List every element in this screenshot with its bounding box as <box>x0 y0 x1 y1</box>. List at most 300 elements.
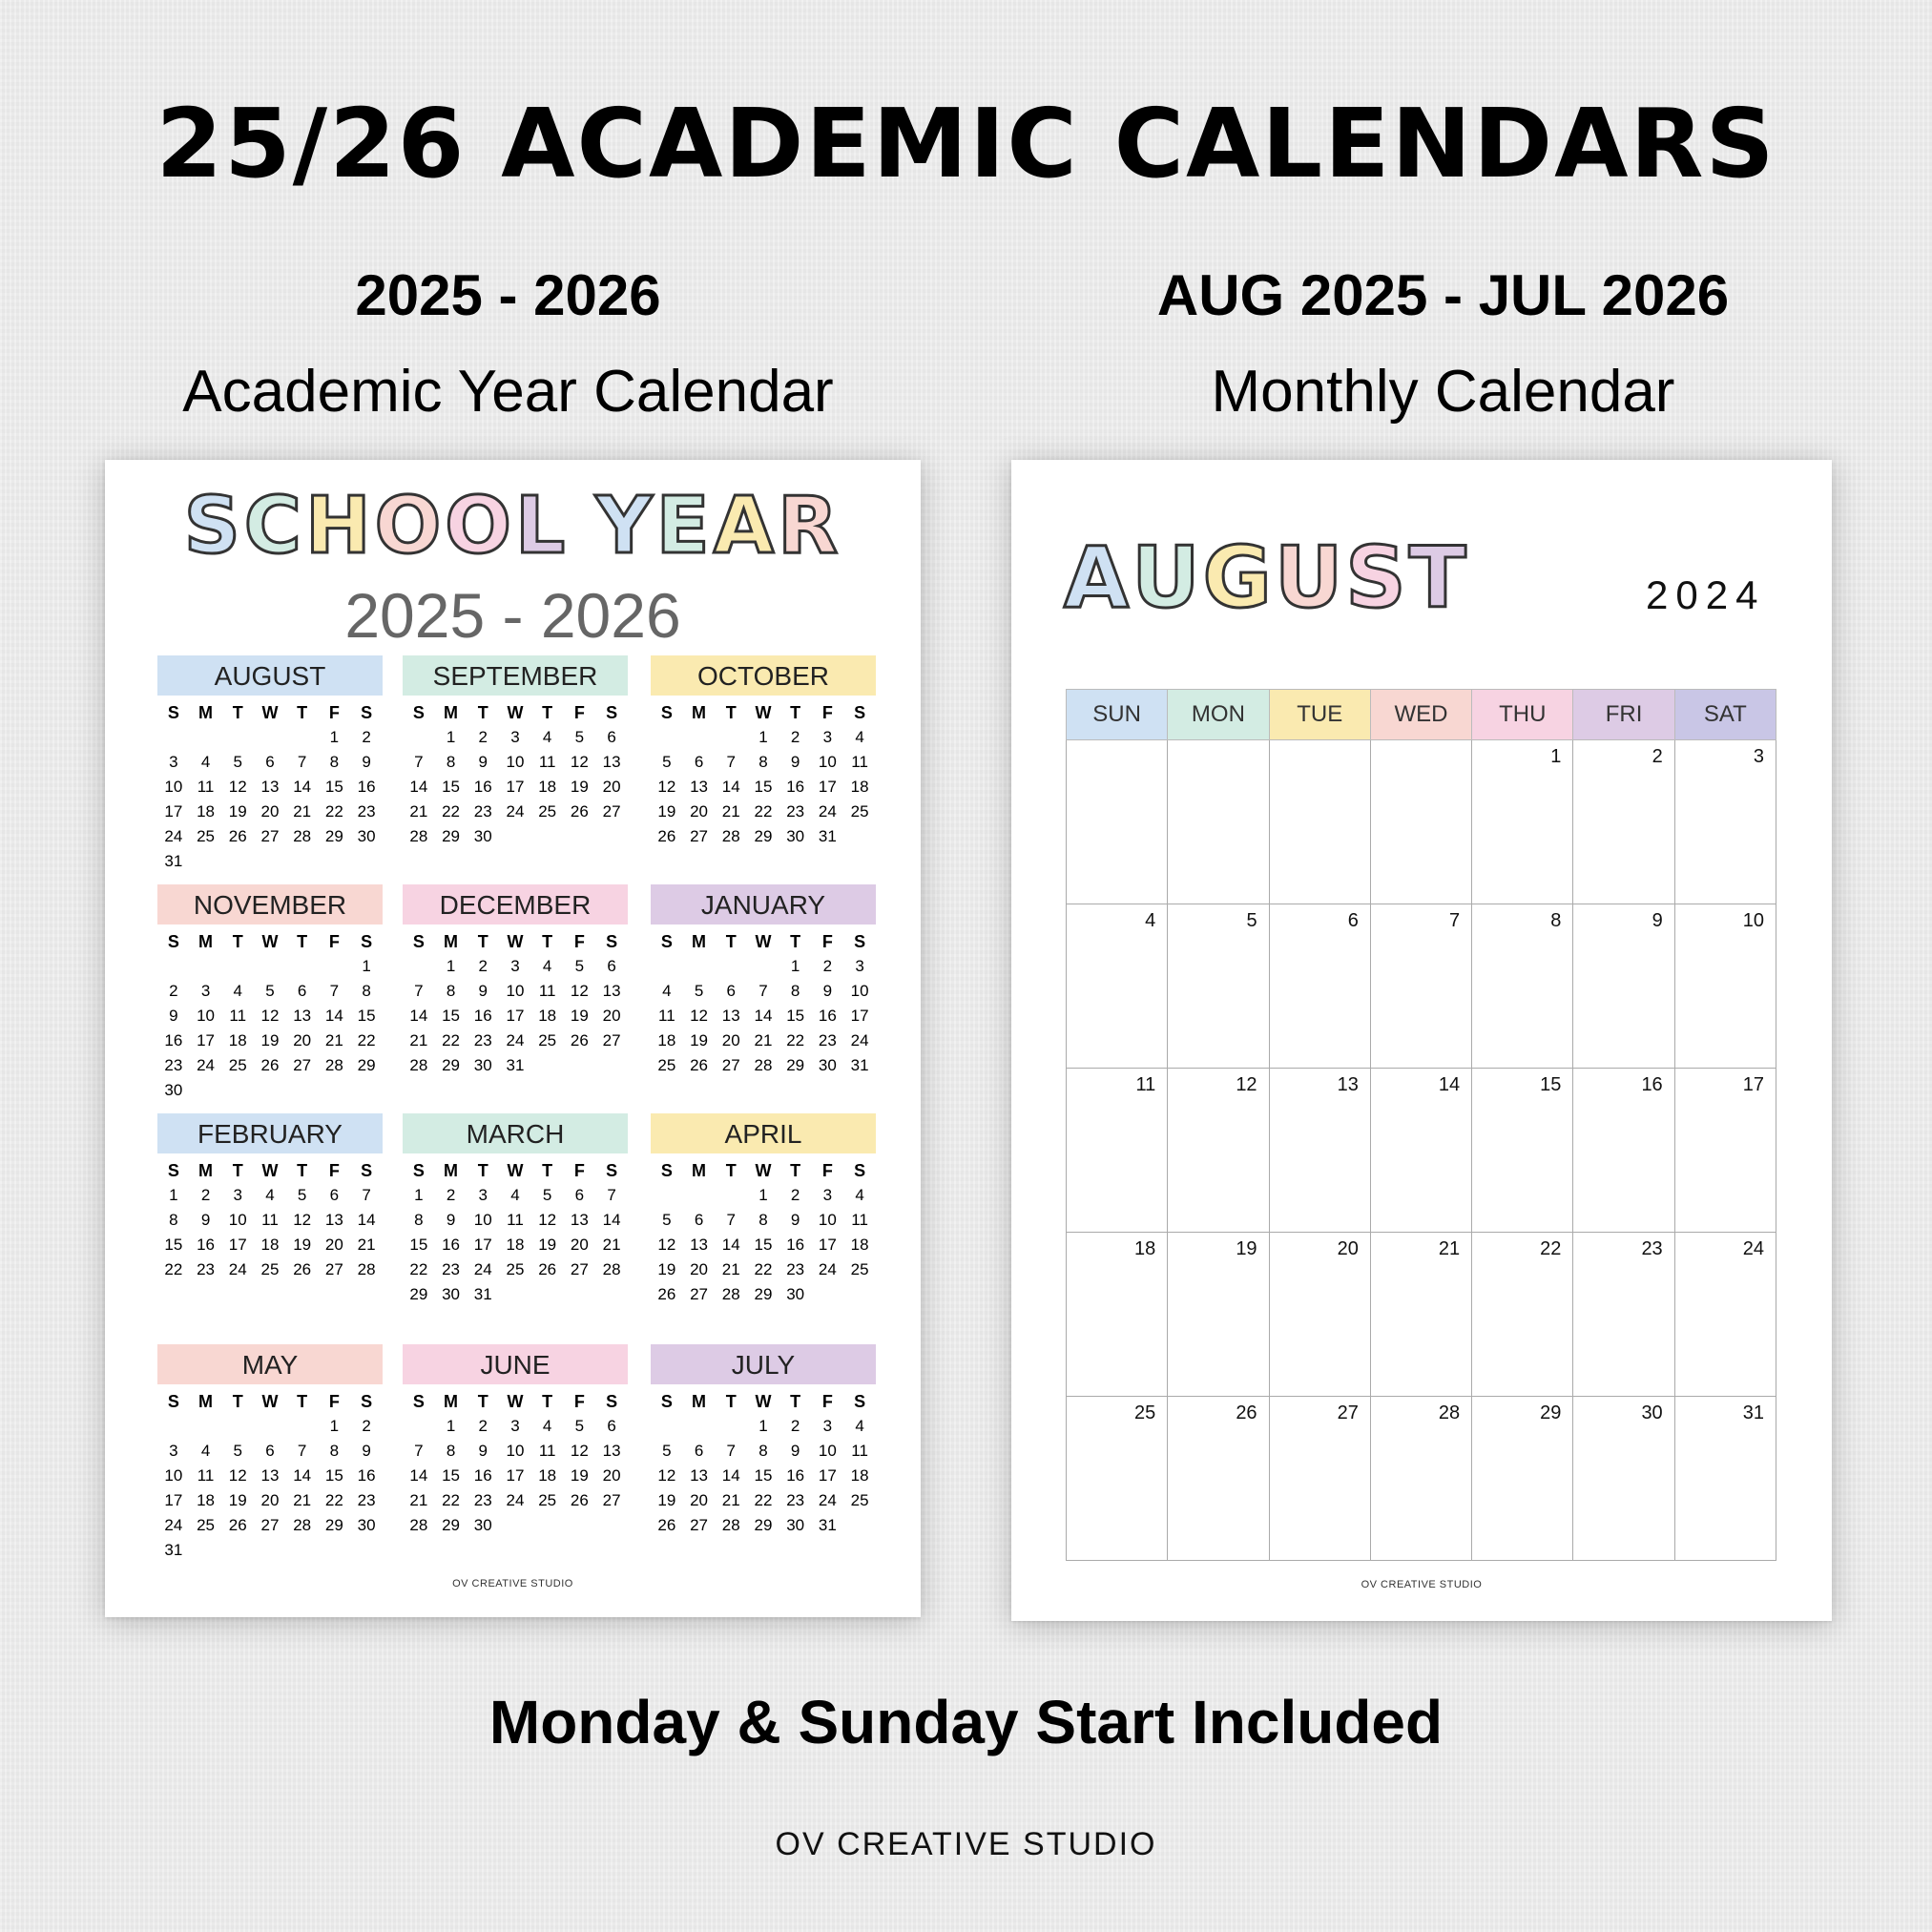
day-cell: 20 <box>260 1491 280 1509</box>
day-cell: 9 <box>478 753 488 771</box>
weekday-header: M <box>198 702 214 722</box>
day-cell: 26 <box>260 1056 280 1074</box>
day-cell: 25 <box>850 802 869 821</box>
day-cell: 2 <box>478 957 488 975</box>
day-cell: 14 <box>409 1466 428 1485</box>
mini-day-grid <box>651 700 876 849</box>
day-cell: 22 <box>754 1491 773 1509</box>
day-cell: 7 <box>758 982 768 1000</box>
day-cell: 30 <box>357 1516 376 1534</box>
day-cell: 18 <box>850 1236 869 1254</box>
day-cell: 27 <box>260 827 280 845</box>
day-cell: 7 <box>726 1442 736 1460</box>
day-cell: 9 <box>362 1442 371 1460</box>
day-cell: 19 <box>260 1031 280 1049</box>
weekday-header: W <box>755 931 772 951</box>
day-cell: 12 <box>570 982 589 1000</box>
august-letter: U <box>1132 529 1203 627</box>
day-cell: 19 <box>538 1236 557 1254</box>
weekday-header: W <box>261 1391 279 1411</box>
weekday-header-sun: SUN <box>1067 690 1168 740</box>
day-cell: 31 <box>850 1056 869 1074</box>
day-cell: 7 <box>297 1442 307 1460</box>
mini-month-name: JANUARY <box>651 884 876 924</box>
school-year-range: 2025 - 2026 <box>344 580 681 651</box>
day-cell: 17 <box>197 1031 216 1049</box>
day-cell: 26 <box>293 1260 312 1278</box>
day-cell: 17 <box>164 1491 183 1509</box>
mini-month-name: FEBRUARY <box>157 1113 383 1153</box>
day-cell: 14 <box>1370 1069 1471 1233</box>
day-cell: 18 <box>657 1031 676 1049</box>
day-cell: 4 <box>855 1417 864 1435</box>
day-cell: 17 <box>1674 1069 1776 1233</box>
mini-day-grid <box>651 1389 876 1538</box>
day-cell <box>651 1183 683 1208</box>
day-cell: 26 <box>657 827 676 845</box>
left-label-heading: Academic Year Calendar <box>182 359 834 425</box>
day-cell: 27 <box>602 1031 621 1049</box>
day-cell: 29 <box>754 827 773 845</box>
mini-month-name: SEPTEMBER <box>403 655 628 696</box>
day-cell: 20 <box>690 1260 709 1278</box>
day-cell: 4 <box>200 1442 211 1460</box>
day-cell: 1 <box>758 1417 768 1435</box>
left-sheet-credit: OV CREATIVE STUDIO <box>452 1578 573 1589</box>
day-cell: 28 <box>357 1260 376 1278</box>
day-cell <box>286 725 319 750</box>
day-cell: 8 <box>414 1211 424 1229</box>
day-cell: 27 <box>690 1516 709 1534</box>
day-cell: 10 <box>164 778 183 796</box>
day-cell: 17 <box>164 802 183 821</box>
day-cell: 8 <box>362 982 371 1000</box>
day-cell: 14 <box>357 1211 376 1229</box>
day-cell: 24 <box>164 827 183 845</box>
day-cell <box>221 1078 254 1103</box>
weekday-header: T <box>477 931 488 951</box>
weekday-header: S <box>361 931 373 951</box>
school-year-letter: Y <box>595 481 656 571</box>
day-cell: 12 <box>260 1007 280 1025</box>
day-cell <box>1269 740 1370 904</box>
day-cell: 21 <box>324 1031 343 1049</box>
day-cell: 28 <box>602 1260 621 1278</box>
day-cell: 15 <box>324 778 343 796</box>
day-cell: 13 <box>721 1007 740 1025</box>
day-cell: 14 <box>721 1466 740 1485</box>
day-cell: 27 <box>1269 1397 1370 1561</box>
weekday-header: M <box>198 1391 214 1411</box>
day-cell: 3 <box>510 1417 520 1435</box>
day-cell: 24 <box>473 1260 492 1278</box>
day-cell: 12 <box>293 1211 312 1229</box>
month-grid <box>1066 689 1776 1561</box>
day-cell: 4 <box>855 1186 864 1204</box>
day-cell: 14 <box>409 778 428 796</box>
day-cell: 1 <box>169 1186 178 1204</box>
day-cell: 29 <box>442 1516 461 1534</box>
day-cell: 20 <box>690 802 709 821</box>
day-cell: 4 <box>855 728 864 746</box>
weekday-header: T <box>790 702 801 722</box>
day-cell: 18 <box>850 1466 869 1485</box>
mini-month-name: NOVEMBER <box>157 884 383 924</box>
weekday-header: F <box>573 702 585 722</box>
monthly-calendar-sheet <box>1011 460 1832 1621</box>
weekday-header-fri: FRI <box>1573 690 1674 740</box>
weekday-header: M <box>692 1391 707 1411</box>
day-cell: 30 <box>473 827 492 845</box>
day-cell: 16 <box>818 1007 837 1025</box>
day-cell: 27 <box>260 1516 280 1534</box>
day-cell: 9 <box>362 753 371 771</box>
day-cell: 27 <box>602 1491 621 1509</box>
day-cell: 6 <box>265 1442 275 1460</box>
right-range-heading: AUG 2025 - JUL 2026 <box>1156 263 1730 327</box>
weekday-header: W <box>261 931 279 951</box>
day-cell: 4 <box>200 753 211 771</box>
day-cell: 31 <box>506 1056 525 1074</box>
day-cell: 20 <box>602 778 621 796</box>
mini-day-grid <box>157 929 383 1103</box>
day-cell: 21 <box>721 1260 740 1278</box>
day-cell: 9 <box>790 1211 800 1229</box>
day-cell: 6 <box>607 728 616 746</box>
day-cell: 20 <box>293 1031 312 1049</box>
day-cell <box>403 1414 435 1439</box>
day-cell: 14 <box>721 778 740 796</box>
day-cell <box>254 1414 286 1439</box>
day-cell <box>531 1282 564 1307</box>
day-cell: 28 <box>409 827 428 845</box>
day-cell: 17 <box>506 1466 525 1485</box>
day-cell: 30 <box>818 1056 837 1074</box>
day-cell: 13 <box>293 1007 312 1025</box>
mini-calendar-august <box>157 655 383 874</box>
august-letter: S <box>1345 529 1409 627</box>
day-cell: 5 <box>265 982 275 1000</box>
day-cell <box>683 725 716 750</box>
day-cell: 21 <box>409 1031 428 1049</box>
day-cell: 2 <box>169 982 178 1000</box>
day-cell: 29 <box>409 1285 428 1303</box>
day-cell: 22 <box>442 1491 461 1509</box>
day-cell <box>683 1414 716 1439</box>
day-cell: 10 <box>506 753 525 771</box>
mini-day-grid <box>651 929 876 1078</box>
day-cell: 10 <box>818 753 837 771</box>
day-cell: 25 <box>538 1491 557 1509</box>
weekday-header: S <box>361 1160 373 1180</box>
day-cell: 8 <box>758 1211 768 1229</box>
day-cell: 25 <box>538 802 557 821</box>
day-cell: 18 <box>538 1466 557 1485</box>
day-cell <box>595 1513 628 1538</box>
day-cell <box>1168 740 1269 904</box>
day-cell: 2 <box>790 1417 800 1435</box>
mini-calendar-november <box>157 884 383 1103</box>
day-cell: 2 <box>790 728 800 746</box>
day-cell: 18 <box>197 1491 216 1509</box>
weekday-header: W <box>261 702 279 722</box>
day-cell: 25 <box>506 1260 525 1278</box>
day-cell: 11 <box>851 1442 868 1460</box>
day-cell: 29 <box>754 1285 773 1303</box>
day-cell <box>747 954 779 979</box>
weekday-header: M <box>692 1160 707 1180</box>
day-cell: 19 <box>570 1007 589 1025</box>
day-cell: 19 <box>570 1466 589 1485</box>
day-cell: 12 <box>657 1236 676 1254</box>
day-cell: 12 <box>570 753 589 771</box>
day-cell: 4 <box>1067 904 1168 1069</box>
day-cell: 17 <box>850 1007 869 1025</box>
day-cell: 13 <box>570 1211 589 1229</box>
day-cell: 29 <box>786 1056 805 1074</box>
day-cell: 3 <box>478 1186 488 1204</box>
day-cell <box>286 1414 319 1439</box>
day-cell: 1 <box>362 957 371 975</box>
day-cell: 11 <box>538 982 556 1000</box>
day-cell: 15 <box>409 1236 428 1254</box>
weekday-header: F <box>328 1391 340 1411</box>
day-cell: 31 <box>1674 1397 1776 1561</box>
day-cell: 9 <box>1573 904 1674 1069</box>
day-cell: 6 <box>607 957 616 975</box>
weekday-header: S <box>167 702 179 722</box>
mini-calendar-june <box>403 1344 628 1538</box>
day-cell: 11 <box>197 778 215 796</box>
weekday-header: T <box>232 931 243 951</box>
week-row <box>1067 1069 1776 1233</box>
day-cell: 10 <box>164 1466 183 1485</box>
weekday-header: M <box>444 1391 459 1411</box>
day-cell: 4 <box>233 982 242 1000</box>
day-cell: 24 <box>506 1491 525 1509</box>
day-cell: 24 <box>818 1491 837 1509</box>
day-cell <box>651 954 683 979</box>
mini-day-grid <box>403 929 628 1078</box>
day-cell: 21 <box>293 802 312 821</box>
day-cell: 30 <box>473 1516 492 1534</box>
weekday-header: T <box>232 1391 243 1411</box>
day-cell <box>843 1282 876 1307</box>
weekday-header: W <box>261 1160 279 1180</box>
day-cell <box>595 1282 628 1307</box>
weekday-header: S <box>660 1391 673 1411</box>
day-cell: 22 <box>786 1031 805 1049</box>
august-letter: U <box>1274 529 1346 627</box>
day-cell: 19 <box>690 1031 709 1049</box>
day-cell: 19 <box>657 802 676 821</box>
day-cell: 5 <box>1168 904 1269 1069</box>
day-cell: 25 <box>197 827 216 845</box>
day-cell <box>715 1414 747 1439</box>
weekday-header: M <box>444 931 459 951</box>
day-cell <box>190 1538 222 1563</box>
day-cell: 22 <box>754 1260 773 1278</box>
weekday-header: S <box>854 1160 866 1180</box>
day-cell: 16 <box>197 1236 216 1254</box>
day-cell <box>531 1513 564 1538</box>
weekday-header: S <box>412 1391 425 1411</box>
day-cell: 29 <box>324 1516 343 1534</box>
day-cell: 7 <box>414 982 424 1000</box>
day-cell: 27 <box>324 1260 343 1278</box>
weekday-header: S <box>854 702 866 722</box>
day-cell: 26 <box>570 1491 589 1509</box>
day-cell: 20 <box>570 1236 589 1254</box>
day-cell: 7 <box>1370 904 1471 1069</box>
day-cell: 5 <box>574 957 585 975</box>
day-cell <box>254 849 286 874</box>
day-cell <box>190 954 222 979</box>
weekday-header: T <box>477 1160 488 1180</box>
weekday-header: T <box>725 702 737 722</box>
day-cell: 23 <box>786 802 805 821</box>
day-cell <box>715 1183 747 1208</box>
day-cell: 4 <box>542 957 552 975</box>
day-cell: 23 <box>164 1056 183 1074</box>
weekday-header: S <box>412 1160 425 1180</box>
day-cell: 15 <box>442 778 461 796</box>
weekday-header: T <box>297 1160 308 1180</box>
day-cell <box>531 824 564 849</box>
weekday-header: W <box>755 1160 772 1180</box>
day-cell <box>254 954 286 979</box>
weekday-header-sat: SAT <box>1674 690 1776 740</box>
day-cell: 25 <box>657 1056 676 1074</box>
day-cell: 7 <box>726 1211 736 1229</box>
right-label-heading: Monthly Calendar <box>1211 359 1675 425</box>
day-cell <box>190 1414 222 1439</box>
day-cell <box>1067 740 1168 904</box>
day-cell: 7 <box>297 753 307 771</box>
day-cell <box>350 849 383 874</box>
day-cell: 9 <box>790 753 800 771</box>
weekday-header: M <box>444 1160 459 1180</box>
day-cell: 27 <box>690 1285 709 1303</box>
school-year-letter: S <box>183 481 244 571</box>
day-cell: 11 <box>1067 1069 1168 1233</box>
day-cell: 25 <box>850 1491 869 1509</box>
weekday-header-mon: MON <box>1168 690 1269 740</box>
day-cell: 12 <box>657 778 676 796</box>
day-cell: 30 <box>1573 1397 1674 1561</box>
day-cell: 2 <box>1573 740 1674 904</box>
day-cell: 28 <box>293 1516 312 1534</box>
weekday-header: S <box>361 702 373 722</box>
day-cell: 8 <box>329 1442 340 1460</box>
day-cell: 13 <box>690 1466 709 1485</box>
weekday-header: T <box>790 1160 801 1180</box>
day-cell: 22 <box>442 802 461 821</box>
day-cell: 14 <box>324 1007 343 1025</box>
school-year-letter: C <box>243 481 305 571</box>
weekday-header: S <box>167 931 179 951</box>
day-cell: 9 <box>478 1442 488 1460</box>
day-cell: 30 <box>786 827 805 845</box>
school-year-letter: O <box>374 481 446 571</box>
day-cell: 2 <box>362 728 371 746</box>
day-cell: 16 <box>164 1031 183 1049</box>
day-cell: 24 <box>506 802 525 821</box>
weekday-header: W <box>507 1160 524 1180</box>
day-cell <box>157 1414 190 1439</box>
day-cell: 7 <box>362 1186 371 1204</box>
weekday-header: F <box>328 702 340 722</box>
day-cell: 6 <box>265 753 275 771</box>
day-cell <box>286 954 319 979</box>
day-cell <box>221 954 254 979</box>
day-cell: 16 <box>473 1466 492 1485</box>
mini-calendar-december <box>403 884 628 1078</box>
weekday-header: F <box>821 1160 833 1180</box>
day-cell <box>190 1078 222 1103</box>
day-cell: 23 <box>357 1491 376 1509</box>
day-cell: 9 <box>200 1211 211 1229</box>
day-cell: 4 <box>265 1186 275 1204</box>
day-cell: 17 <box>473 1236 492 1254</box>
day-cell <box>564 824 596 849</box>
weekday-header: T <box>790 931 801 951</box>
day-cell: 1 <box>329 728 340 746</box>
weekday-header: M <box>444 702 459 722</box>
day-cell: 10 <box>473 1211 492 1229</box>
day-cell: 15 <box>442 1466 461 1485</box>
day-cell: 18 <box>850 778 869 796</box>
day-cell: 1 <box>446 728 456 746</box>
day-cell: 3 <box>169 753 178 771</box>
day-cell: 10 <box>850 982 869 1000</box>
day-cell: 20 <box>602 1466 621 1485</box>
day-cell: 8 <box>790 982 800 1000</box>
mini-month-name: JULY <box>651 1344 876 1384</box>
day-cell <box>221 725 254 750</box>
day-cell: 1 <box>414 1186 424 1204</box>
day-cell <box>683 1183 716 1208</box>
day-cell: 21 <box>721 1491 740 1509</box>
day-cell: 28 <box>293 827 312 845</box>
day-cell: 10 <box>506 982 525 1000</box>
day-cell: 26 <box>538 1260 557 1278</box>
day-cell: 2 <box>822 957 833 975</box>
day-cell: 1 <box>758 728 768 746</box>
weekday-header: W <box>507 1391 524 1411</box>
day-cell: 9 <box>446 1211 456 1229</box>
day-cell: 6 <box>297 982 307 1000</box>
day-cell <box>843 1513 876 1538</box>
day-cell: 11 <box>261 1211 279 1229</box>
day-cell <box>221 1538 254 1563</box>
day-cell: 8 <box>1472 904 1573 1069</box>
day-cell: 5 <box>662 1211 672 1229</box>
day-cell: 24 <box>197 1056 216 1074</box>
weekday-header-thu: THU <box>1472 690 1573 740</box>
day-cell: 1 <box>790 957 800 975</box>
weekday-header: S <box>167 1160 179 1180</box>
day-cell: 13 <box>690 778 709 796</box>
day-cell: 2 <box>478 1417 488 1435</box>
mini-day-grid <box>157 1158 383 1282</box>
weekday-header: T <box>542 1160 553 1180</box>
weekday-header: T <box>542 931 553 951</box>
day-cell <box>319 849 351 874</box>
day-cell: 16 <box>786 778 805 796</box>
day-cell: 31 <box>818 827 837 845</box>
school-year-title <box>105 481 921 571</box>
